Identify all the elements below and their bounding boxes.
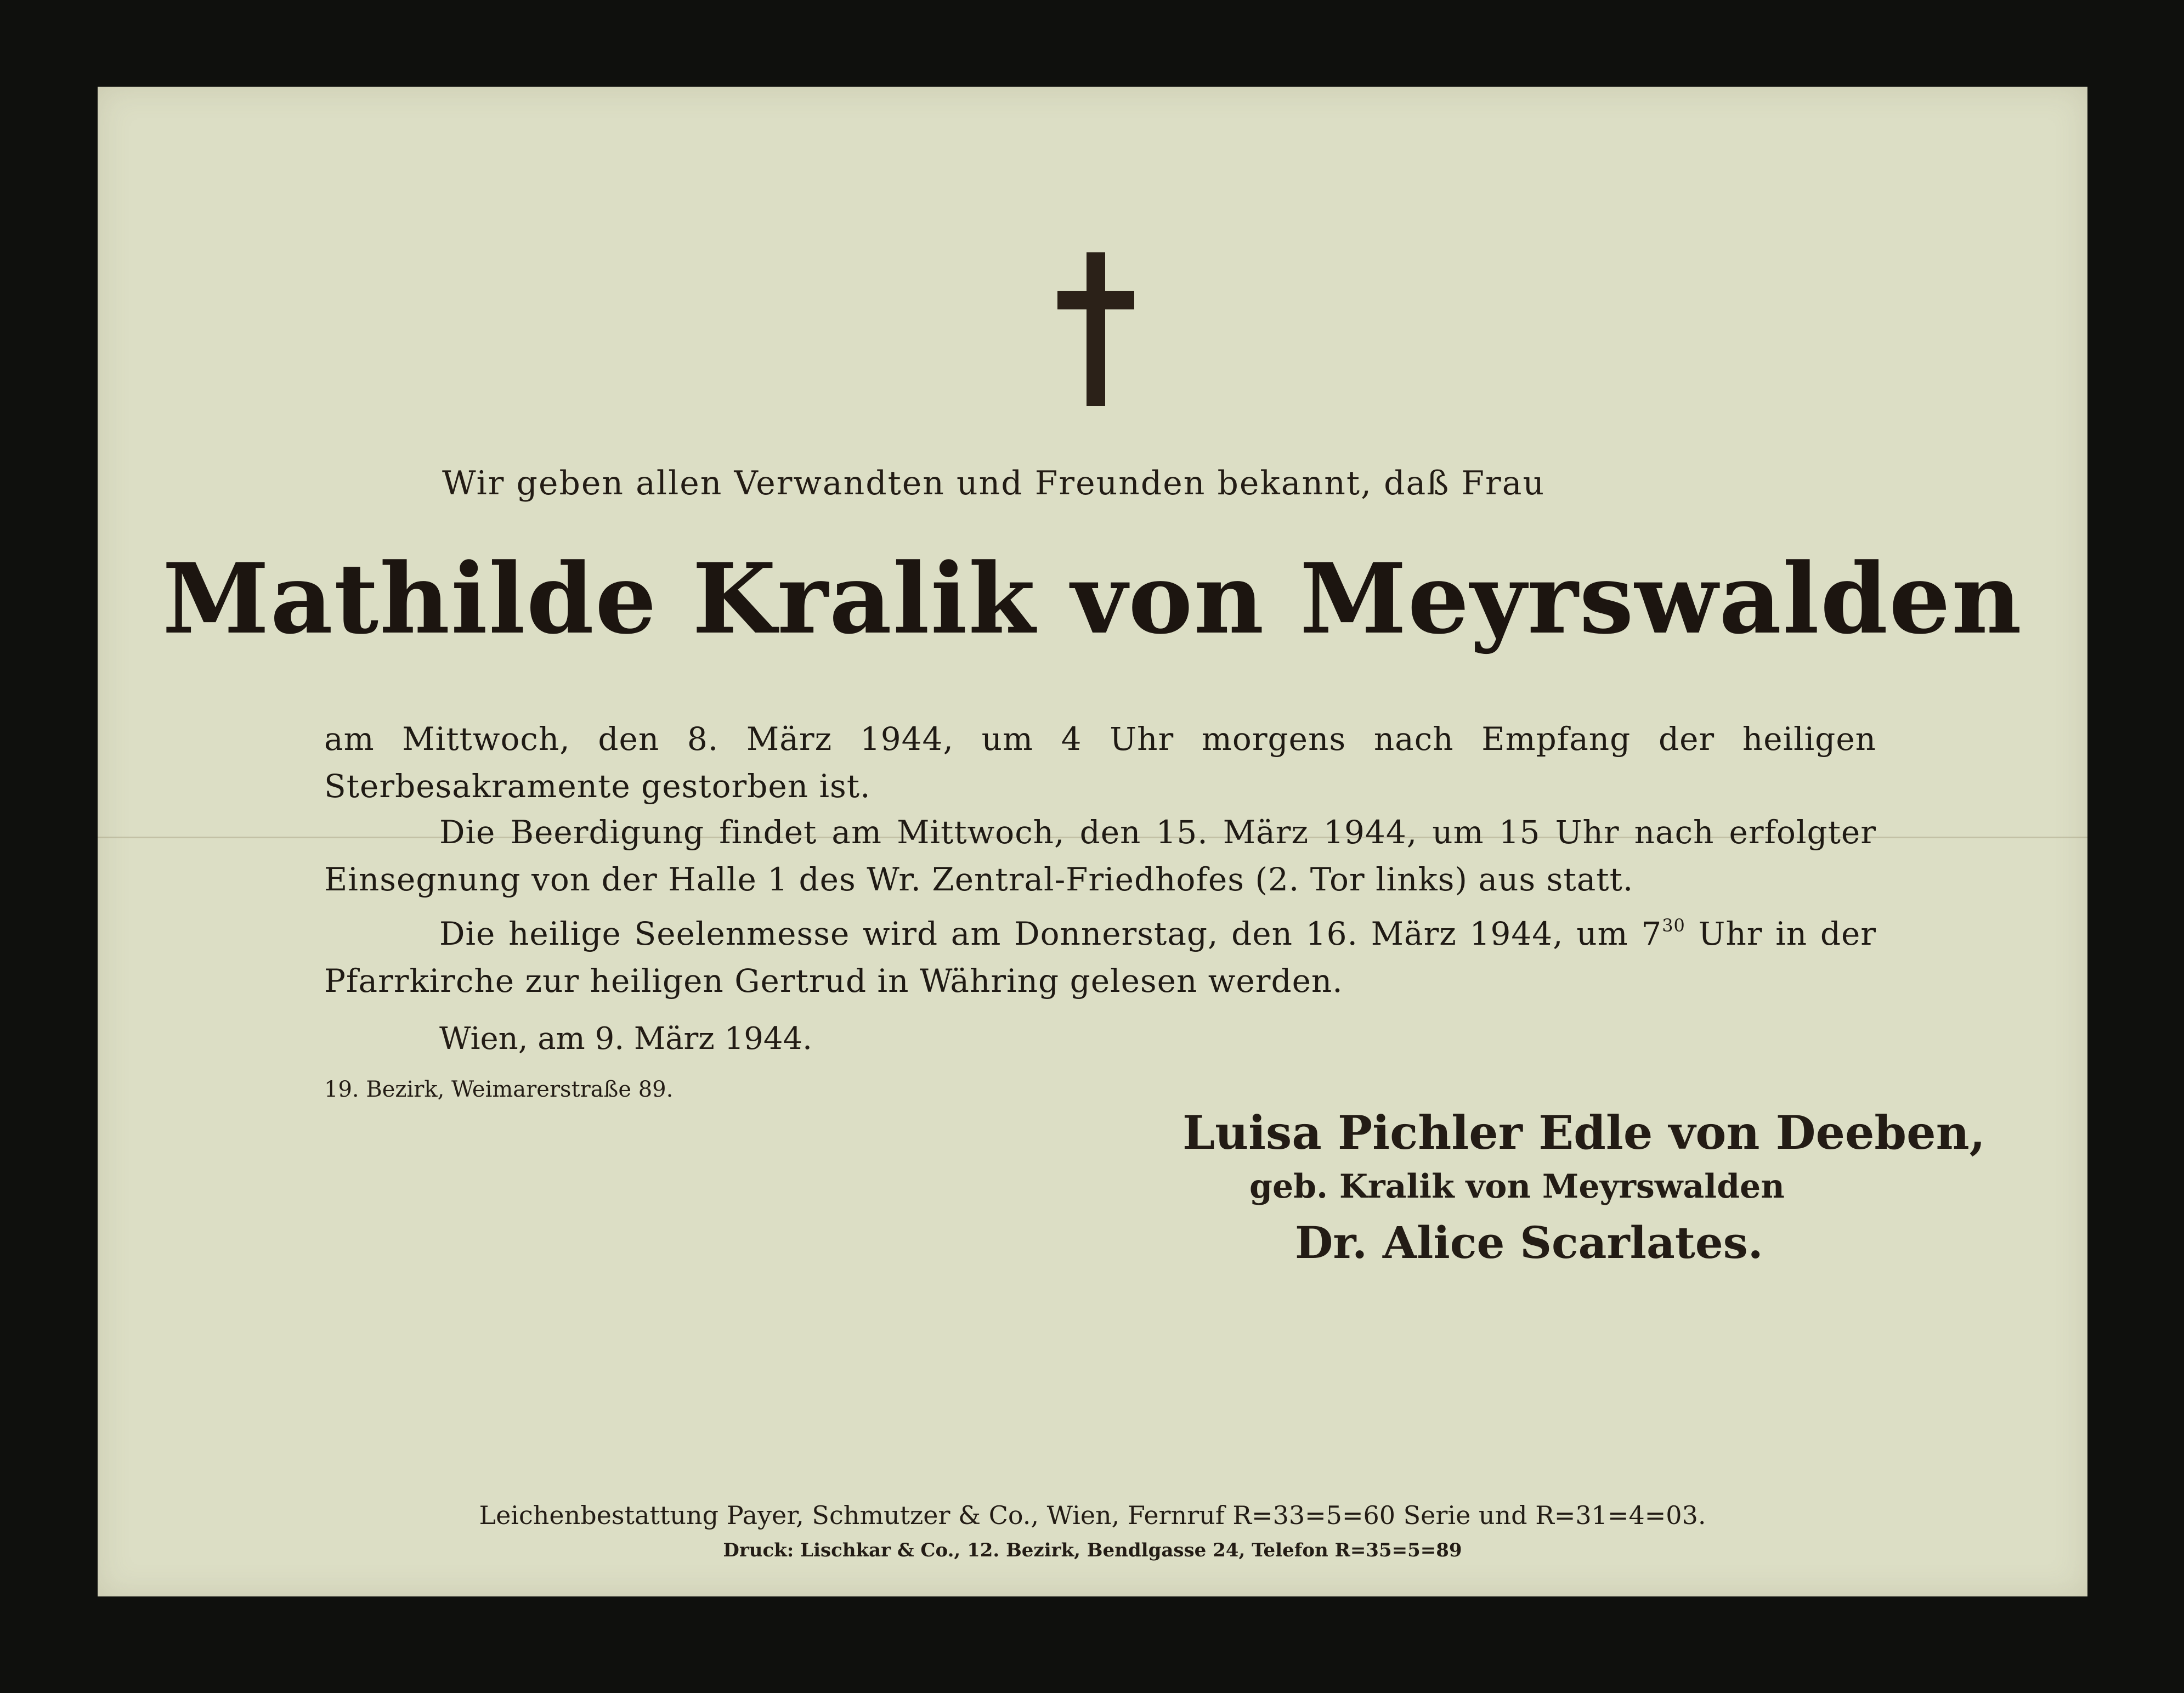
announcement-intro: Wir geben allen Verwandten und Freunden bekannt, daß Frau: [442, 464, 1546, 503]
mass-time-minutes: 30: [1662, 915, 1685, 936]
address: 19. Bezirk, Weimarerstraße 89.: [324, 1077, 674, 1102]
place-and-date: Wien, am 9. März 1944.: [439, 1021, 812, 1057]
funeral-paragraph: Die Beerdigung findet am Mittwoch, den 15. März 1944, um 15 Uhr nach erfolgter Einsegnung von der Halle 1 des Wr. Zentral-Friedhofes (2. Tor links) aus statt.: [324, 814, 1876, 898]
deceased-name: Mathilde Kralik von Meyrswalden: [162, 542, 2023, 656]
undertaker-footer: Leichenbestattung Payer, Schmutzer & Co., Wien, Fernruf R=33=5=60 Serie und R=31=4=03.: [479, 1500, 1706, 1530]
mass-paragraph: [324, 902, 1876, 1004]
signatory-line-3: Dr. Alice Scarlates.: [1295, 1217, 1763, 1268]
signatory-line-1: Luisa Pichler Edle von Deeben,: [1182, 1105, 1985, 1160]
death-paragraph: am Mittwoch, den 8. März 1944, um 4 Uhr morgens nach Empfang der heiligen Sterbesakramente gestorben ist.: [324, 720, 1876, 805]
death-notice-sheet: [98, 87, 2087, 1596]
mass-text-before-time: Die heilige Seelenmesse wird am Donnerstag, den 16. März 1944, um 7: [439, 915, 1662, 952]
printer-footer: Druck: Lischkar & Co., 12. Bezirk, Bendlgasse 24, Telefon R=35=5=89: [723, 1539, 1462, 1561]
cross-icon: [1057, 252, 1134, 406]
signatory-line-2: geb. Kralik von Meyrswalden: [1249, 1167, 1785, 1206]
mass-text-after-time: Uhr in der Pfarrkirche zur heiligen Gertrud in Währing gelesen werden.: [324, 915, 1877, 1000]
